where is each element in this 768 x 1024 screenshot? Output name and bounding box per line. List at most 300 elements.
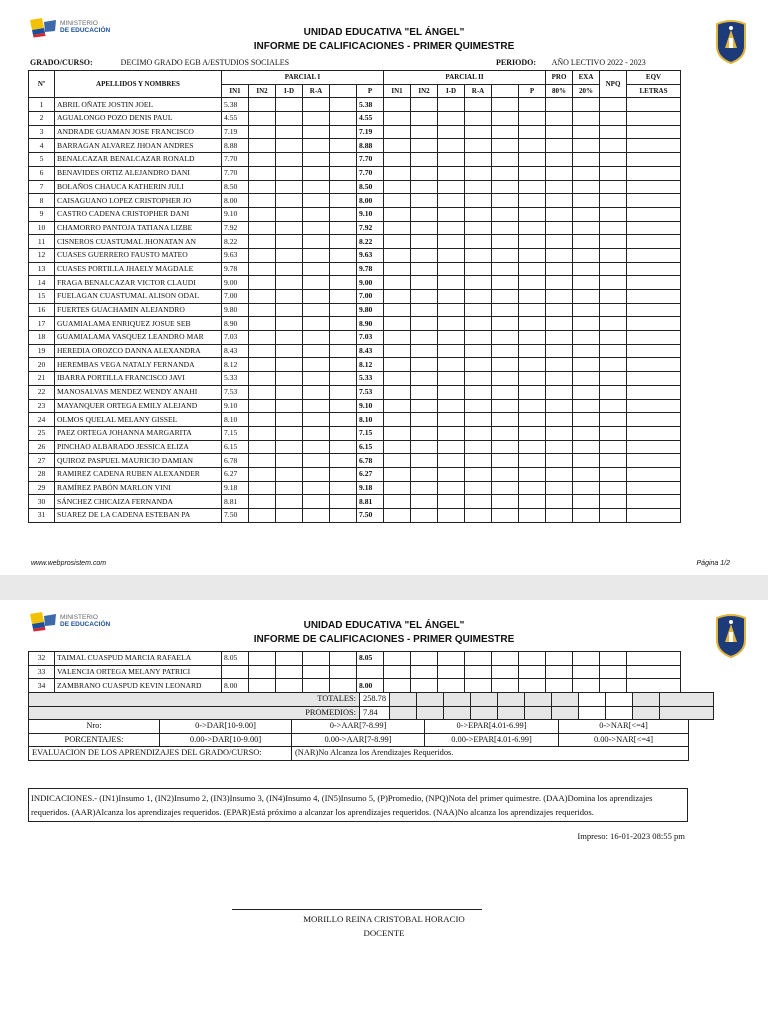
grade-promedio: 8.22: [357, 235, 384, 249]
empty-grade-cell: [411, 153, 438, 167]
empty-grade-cell: [546, 248, 573, 262]
empty-grade-cell: [600, 153, 627, 167]
empty-grade-cell: [303, 290, 330, 304]
empty-grade-cell: [546, 413, 573, 427]
student-number: 29: [29, 481, 55, 495]
empty-grade-cell: [546, 385, 573, 399]
empty-grade-cell: [276, 276, 303, 290]
sub-header: I-D: [276, 84, 303, 98]
empty-grade-cell: [276, 112, 303, 126]
empty-grade-cell: [249, 317, 276, 331]
nro-aar: 0->AAR[7-8.99]: [292, 720, 425, 734]
footer-page-number: Página 1/2: [696, 560, 730, 567]
empty-grade-cell: [546, 303, 573, 317]
empty-grade-cell: [573, 679, 600, 693]
empty-grade-cell: [303, 344, 330, 358]
empty-grade-cell: [573, 221, 600, 235]
empty-grade-cell: [249, 652, 276, 666]
grade-in1: 9.63: [222, 248, 249, 262]
grade-in1: 8.12: [222, 358, 249, 372]
grade-in1: 7.03: [222, 331, 249, 345]
grade-promedio: 8.05: [357, 652, 384, 666]
empty-grade-cell: [438, 98, 465, 112]
student-row: [29, 467, 681, 481]
pro-pct-header: 80%: [546, 84, 573, 98]
empty-grade-cell: [411, 665, 438, 679]
empty-grade-cell: [303, 358, 330, 372]
empty-grade-cell: [330, 303, 357, 317]
grade-in1: 7.50: [222, 509, 249, 523]
empty-grade-cell: [411, 358, 438, 372]
empty-grade-cell: [465, 125, 492, 139]
empty-grade-cell: [627, 276, 681, 290]
empty-grade-cell: [465, 344, 492, 358]
empty-grade-cell: [330, 652, 357, 666]
sub-header: [330, 84, 357, 98]
student-row: [29, 262, 681, 276]
empty-grade-cell: [465, 235, 492, 249]
empty-grade-cell: [303, 426, 330, 440]
empty-grade-cell: [492, 248, 519, 262]
empty-grade-cell: [438, 372, 465, 386]
period-value: AÑO LECTIVO 2022 - 2023: [551, 58, 646, 67]
empty-grade-cell: [546, 652, 573, 666]
grade-promedio: 8.10: [357, 413, 384, 427]
empty-grade-cell: [276, 221, 303, 235]
empty-grade-cell: [303, 98, 330, 112]
student-row: [29, 426, 681, 440]
empty-grade-cell: [411, 194, 438, 208]
empty-grade-cell: [384, 207, 411, 221]
nro-epar: 0->EPAR[4.01-6.99]: [425, 720, 559, 734]
empty-grade-cell: [438, 454, 465, 468]
empty-grade-cell: [411, 679, 438, 693]
empty-grade-cell: [600, 679, 627, 693]
empty-grade-cell: [600, 426, 627, 440]
empty-grade-cell: [465, 139, 492, 153]
empty-grade-cell: [411, 426, 438, 440]
empty-grade-cell: [249, 426, 276, 440]
student-row: [29, 652, 681, 666]
empty-grade-cell: [438, 125, 465, 139]
empty-grade-cell: [330, 290, 357, 304]
empty-grade-cell: [249, 385, 276, 399]
empty-grade-cell: [519, 276, 546, 290]
student-row: [29, 665, 681, 679]
sub-header: IN1: [222, 84, 249, 98]
grade-promedio: 9.78: [357, 262, 384, 276]
student-row: [29, 180, 681, 194]
empty-grade-cell: [465, 112, 492, 126]
empty-grade-cell: [492, 426, 519, 440]
empty-grade-cell: [573, 509, 600, 523]
student-name: BOLAÑOS CHAUCA KATHERIN JULI: [55, 180, 222, 194]
student-row: [29, 221, 681, 235]
empty-grade-cell: [303, 139, 330, 153]
student-number: 24: [29, 413, 55, 427]
empty-grade-cell: [627, 125, 681, 139]
empty-grade-cell: [384, 303, 411, 317]
grade-in1: 7.15: [222, 426, 249, 440]
empty-grade-cell: [573, 358, 600, 372]
pct-dar: 0.00->DAR[10-9.00]: [160, 733, 292, 747]
student-row: [29, 372, 681, 386]
empty-grade-cell: [411, 290, 438, 304]
empty-grade-cell: [303, 125, 330, 139]
sub-header: IN2: [249, 84, 276, 98]
empty-grade-cell: [276, 125, 303, 139]
grade-promedio: [357, 665, 384, 679]
student-name: RAMIREZ CADENA RUBEN ALEXANDER: [55, 467, 222, 481]
student-number: 21: [29, 372, 55, 386]
grade-in1: 9.00: [222, 276, 249, 290]
empty-grade-cell: [465, 509, 492, 523]
empty-grade-cell: [276, 303, 303, 317]
empty-grade-cell: [600, 413, 627, 427]
empty-grade-cell: [330, 194, 357, 208]
student-number: 27: [29, 454, 55, 468]
empty-grade-cell: [519, 207, 546, 221]
student-number: 6: [29, 166, 55, 180]
school-title: UNIDAD EDUCATIVA "EL ÁNGEL": [303, 27, 465, 38]
empty-grade-cell: [276, 665, 303, 679]
empty-grade-cell: [411, 276, 438, 290]
empty-grade-cell: [600, 495, 627, 509]
student-row: [29, 679, 681, 693]
empty-grade-cell: [519, 344, 546, 358]
empty-grade-cell: [519, 413, 546, 427]
empty-grade-cell: [573, 495, 600, 509]
empty-grade-cell: [276, 166, 303, 180]
empty-grade-cell: [330, 509, 357, 523]
grade-in1: [222, 665, 249, 679]
student-row: [29, 385, 681, 399]
empty-grade-cell: [627, 166, 681, 180]
empty-grade-cell: [330, 413, 357, 427]
empty-grade-cell: [600, 331, 627, 345]
empty-grade-cell: [573, 399, 600, 413]
empty-grade-cell: [276, 509, 303, 523]
empty-grade-cell: [600, 125, 627, 139]
empty-grade-cell: [276, 194, 303, 208]
empty-grade-cell: [411, 413, 438, 427]
empty-grade-cell: [627, 679, 681, 693]
empty-grade-cell: [249, 262, 276, 276]
empty-grade-cell: [573, 665, 600, 679]
teacher-role: DOCENTE: [363, 928, 405, 938]
empty-grade-cell: [249, 166, 276, 180]
student-name: ZAMBRANO CUASPUD KEVIN LEONARD: [55, 679, 222, 693]
empty-grade-cell: [546, 344, 573, 358]
footer-url: www.webprosistem.com: [31, 560, 107, 567]
empty-grade-cell: [330, 440, 357, 454]
empty-grade-cell: [573, 180, 600, 194]
empty-grade-cell: [249, 440, 276, 454]
empty-grade-cell: [600, 652, 627, 666]
empty-grade-cell: [573, 153, 600, 167]
empty-grade-cell: [465, 385, 492, 399]
empty-grade-cell: [465, 331, 492, 345]
empty-grade-cell: [600, 399, 627, 413]
empty-grade-cell: [330, 166, 357, 180]
empty-grade-cell: [249, 248, 276, 262]
parcial-1-header: PARCIAL I: [222, 71, 384, 85]
student-number: 30: [29, 495, 55, 509]
empty-grade-cell: [384, 440, 411, 454]
student-number: 18: [29, 331, 55, 345]
empty-grade-cell: [492, 290, 519, 304]
grade-in1: 8.22: [222, 235, 249, 249]
empty-grade-cell: [519, 112, 546, 126]
empty-grade-cell: [519, 509, 546, 523]
grade-in1: 7.53: [222, 385, 249, 399]
student-name: CASTRO CADENA CRISTOPHER DANI: [55, 207, 222, 221]
empty-grade-cell: [303, 180, 330, 194]
empty-grade-cell: [249, 413, 276, 427]
empty-grade-cell: [276, 679, 303, 693]
evaluation-value: (NAR)No Alcanza los Arendizajes Requeridos.: [292, 747, 689, 761]
empty-grade-cell: [573, 467, 600, 481]
grade-promedio: 8.81: [357, 495, 384, 509]
empty-grade-cell: [303, 248, 330, 262]
empty-grade-cell: [276, 413, 303, 427]
sub-header: IN1: [384, 84, 411, 98]
empty-grade-cell: [600, 454, 627, 468]
student-row: [29, 290, 681, 304]
empty-grade-cell: [546, 207, 573, 221]
grade-in1: 9.78: [222, 262, 249, 276]
empty-grade-cell: [627, 221, 681, 235]
empty-grade-cell: [276, 331, 303, 345]
empty-grade-cell: [303, 276, 330, 290]
empty-grade-cell: [465, 358, 492, 372]
student-number: 23: [29, 399, 55, 413]
empty-grade-cell: [411, 180, 438, 194]
empty-grade-cell: [465, 440, 492, 454]
student-name: AGUALONGO POZO DENIS PAUL: [55, 112, 222, 126]
empty-grade-cell: [303, 481, 330, 495]
empty-grade-cell: [330, 248, 357, 262]
empty-grade-cell: [546, 331, 573, 345]
empty-grade-cell: [492, 372, 519, 386]
empty-grade-cell: [276, 652, 303, 666]
empty-grade-cell: [303, 153, 330, 167]
empty-grade-cell: [384, 317, 411, 331]
student-number: 17: [29, 317, 55, 331]
student-name: BENAVIDES ORTIZ ALEJANDRO DANI: [55, 166, 222, 180]
empty-grade-cell: [492, 440, 519, 454]
empty-grade-cell: [627, 262, 681, 276]
empty-grade-cell: [411, 467, 438, 481]
empty-grade-cell: [519, 303, 546, 317]
empty-grade-cell: [600, 166, 627, 180]
empty-grade-cell: [465, 679, 492, 693]
empty-grade-cell: [573, 276, 600, 290]
empty-grade-cell: [573, 303, 600, 317]
empty-grade-cell: [465, 495, 492, 509]
grade-promedio: 5.33: [357, 372, 384, 386]
empty-grade-cell: [411, 454, 438, 468]
empty-grade-cell: [384, 276, 411, 290]
nro-label: Nro:: [29, 720, 160, 734]
empty-grade-cell: [384, 467, 411, 481]
empty-grade-cell: [465, 481, 492, 495]
empty-grade-cell: [330, 276, 357, 290]
empty-grade-cell: [249, 454, 276, 468]
empty-grade-cell: [546, 509, 573, 523]
student-number: 16: [29, 303, 55, 317]
empty-grade-cell: [492, 358, 519, 372]
empty-grade-cell: [276, 399, 303, 413]
empty-grade-cell: [546, 290, 573, 304]
empty-grade-cell: [465, 98, 492, 112]
empty-grade-cell: [627, 385, 681, 399]
empty-grade-cell: [303, 262, 330, 276]
empty-grade-cell: [546, 440, 573, 454]
empty-grade-cell: [384, 180, 411, 194]
empty-grade-cell: [600, 139, 627, 153]
empty-grade-cell: [600, 509, 627, 523]
empty-grade-cell: [303, 665, 330, 679]
student-row: [29, 317, 681, 331]
student-number: 1: [29, 98, 55, 112]
empty-grade-cell: [303, 467, 330, 481]
grade-in1: 5.33: [222, 372, 249, 386]
student-number: 12: [29, 248, 55, 262]
empty-grade-cell: [546, 665, 573, 679]
empty-grade-cell: [519, 331, 546, 345]
student-row: [29, 399, 681, 413]
empty-grade-cell: [303, 399, 330, 413]
student-row: [29, 481, 681, 495]
empty-grade-cell: [492, 652, 519, 666]
empty-grade-cell: [573, 454, 600, 468]
empty-grade-cell: [600, 317, 627, 331]
empty-grade-cell: [627, 180, 681, 194]
empty-grade-cell: [384, 454, 411, 468]
empty-grade-cell: [411, 440, 438, 454]
empty-grade-cell: [600, 112, 627, 126]
grade-in1: 8.05: [222, 652, 249, 666]
report-title: INFORME DE CALIFICACIONES - PRIMER QUIMESTRE: [253, 634, 515, 645]
empty-grade-cell: [384, 98, 411, 112]
empty-grade-cell: [330, 180, 357, 194]
grade-in1: 9.10: [222, 207, 249, 221]
student-row: [29, 248, 681, 262]
grade-in1: 7.70: [222, 166, 249, 180]
empty-grade-cell: [276, 180, 303, 194]
empty-grade-cell: [573, 481, 600, 495]
student-name: CAISAGUANO LOPEZ CRISTOPHER JO: [55, 194, 222, 208]
student-name: CISNEROS CUASTUMAL JHONATAN AN: [55, 235, 222, 249]
student-number: 8: [29, 194, 55, 208]
grade-in1: 9.10: [222, 399, 249, 413]
empty-grade-cell: [519, 125, 546, 139]
student-number: 3: [29, 125, 55, 139]
empty-grade-cell: [276, 372, 303, 386]
empty-grade-cell: [276, 98, 303, 112]
empty-grade-cell: [600, 481, 627, 495]
empty-grade-cell: [384, 652, 411, 666]
student-number: 4: [29, 139, 55, 153]
grade-promedio: 9.10: [357, 207, 384, 221]
empty-grade-cell: [330, 207, 357, 221]
empty-grade-cell: [519, 495, 546, 509]
empty-grade-cell: [384, 426, 411, 440]
student-name: TAIMAL CUASPUD MARCIA RAFAELA: [55, 652, 222, 666]
nro-dar: 0->DAR[10-9.00]: [160, 720, 292, 734]
grade-in1: 8.00: [222, 679, 249, 693]
empty-grade-cell: [465, 454, 492, 468]
empty-grade-cell: [330, 426, 357, 440]
empty-grade-cell: [546, 679, 573, 693]
empty-grade-cell: [249, 495, 276, 509]
empty-grade-cell: [600, 665, 627, 679]
indicaciones-box: INDICACIONES.- (IN1)Insumo 1, (IN2)Insumo 2, (IN3)Insumo 3, (IN4)Insumo 4, (IN5)Insumo 5, (P)Promedio, (NPQ)Nota del primer quimestre. (DAA)Domina los aprendizajes requeridos. (AAR)Alcanza los aprendizajes requeridos. (EPAR)Está próximo a alcanzar los aprendizajes requeridos. (NAA)No alcanza los aprendizajes requeridos.: [28, 788, 688, 822]
empty-grade-cell: [438, 221, 465, 235]
empty-grade-cell: [465, 248, 492, 262]
empty-grade-cell: [438, 399, 465, 413]
empty-grade-cell: [546, 358, 573, 372]
empty-grade-cell: [249, 98, 276, 112]
grade-promedio: 7.19: [357, 125, 384, 139]
student-name: GUAMIALAMA VASQUEZ LEANDRO MAR: [55, 331, 222, 345]
empty-grade-cell: [384, 358, 411, 372]
promedios-value: 7.84: [360, 706, 390, 720]
grade-promedio: 8.00: [357, 194, 384, 208]
grade-promedio: 4.55: [357, 112, 384, 126]
student-name: CUASES GUERRERO FAUSTO MATEO: [55, 248, 222, 262]
empty-grade-cell: [573, 98, 600, 112]
empty-grade-cell: [303, 495, 330, 509]
sub-header: I-D: [438, 84, 465, 98]
empty-grade-cell: [249, 290, 276, 304]
empty-grade-cell: [411, 372, 438, 386]
empty-grade-cell: [546, 317, 573, 331]
empty-grade-cell: [330, 317, 357, 331]
evaluation-label: EVALUACION DE LOS APRENDIZAJES DEL GRADO/CURSO:: [29, 747, 292, 761]
empty-grade-cell: [438, 344, 465, 358]
empty-grade-cell: [465, 290, 492, 304]
empty-grade-cell: [600, 248, 627, 262]
empty-grade-cell: [303, 372, 330, 386]
student-name: VALENCIA ORTEGA MELANY PATRICI: [55, 665, 222, 679]
period-label: PERIODO:: [496, 58, 536, 67]
empty-grade-cell: [519, 153, 546, 167]
empty-grade-cell: [276, 317, 303, 331]
empty-grade-cell: [384, 665, 411, 679]
empty-grade-cell: [276, 139, 303, 153]
empty-grade-cell: [492, 679, 519, 693]
empty-grade-cell: [249, 194, 276, 208]
course-value: DECIMO GRADO EGB A/ESTUDIOS SOCIALES: [120, 58, 290, 67]
empty-grade-cell: [600, 235, 627, 249]
empty-grade-cell: [330, 153, 357, 167]
empty-grade-cell: [249, 125, 276, 139]
logo-line-1: MINISTERIO: [60, 20, 98, 27]
empty-grade-cell: [492, 153, 519, 167]
student-name: MANOSALVAS MENDEZ WENDY ANAHI: [55, 385, 222, 399]
empty-grade-cell: [384, 221, 411, 235]
empty-grade-cell: [249, 207, 276, 221]
empty-grade-cell: [303, 166, 330, 180]
empty-grade-cell: [519, 235, 546, 249]
sub-header: [492, 84, 519, 98]
empty-grade-cell: [330, 344, 357, 358]
grade-in1: 9.18: [222, 481, 249, 495]
exa-header: EXA: [573, 71, 600, 85]
empty-grade-cell: [276, 207, 303, 221]
